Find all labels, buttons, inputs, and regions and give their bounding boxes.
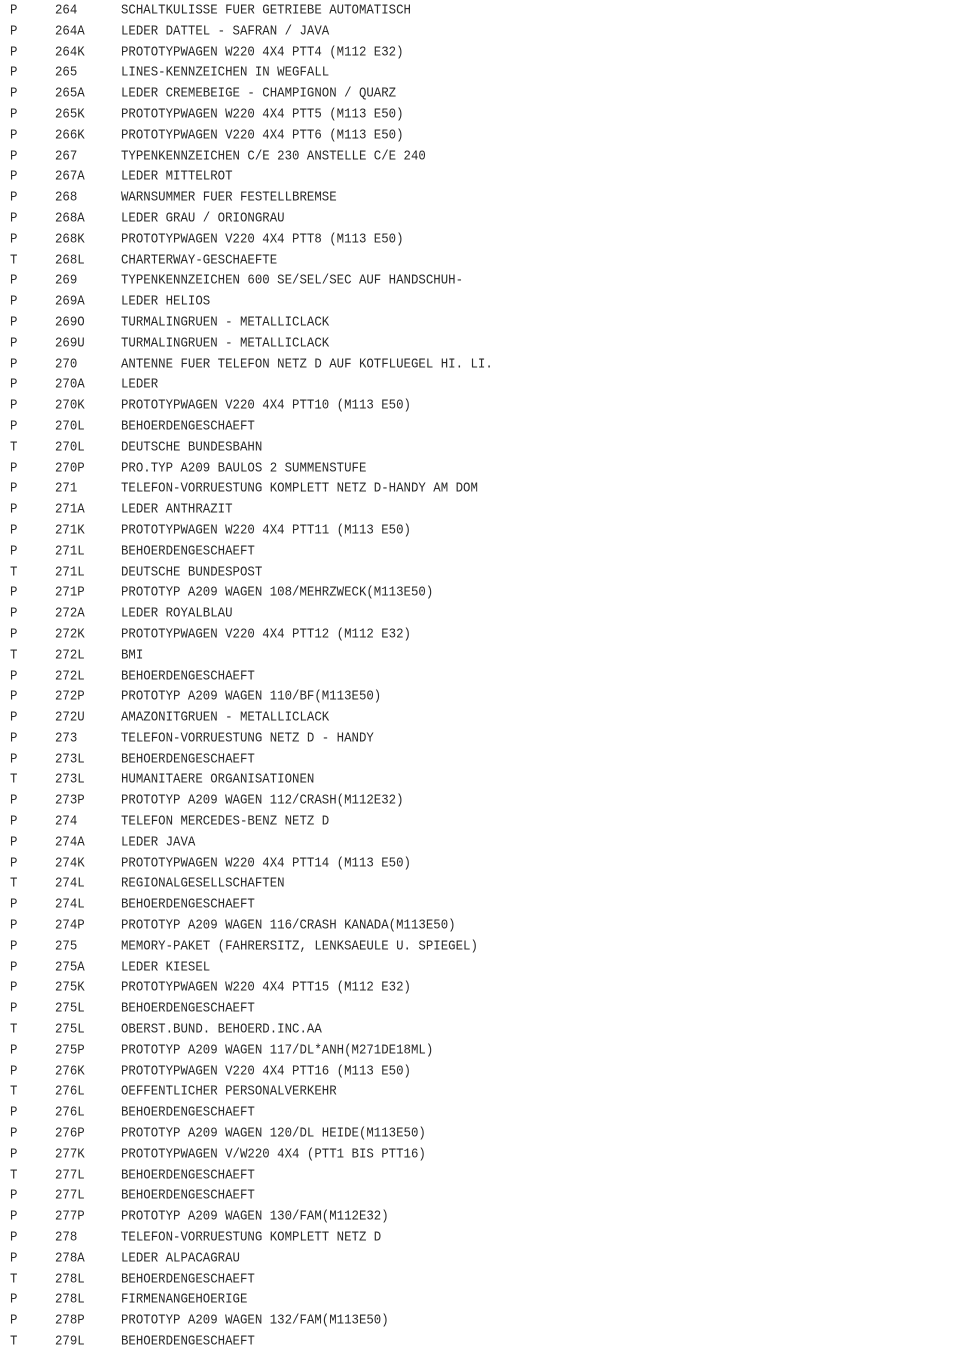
- row-code: 272P: [55, 688, 85, 705]
- row-type: P: [10, 522, 18, 538]
- list-item: [0, 686, 960, 707]
- row-desc: TELEFON-VORRUESTUNG KOMPLETT NETZ D: [121, 1229, 382, 1245]
- row-code: 269: [55, 272, 78, 289]
- list-item: [0, 769, 960, 790]
- row-desc: PROTOTYPWAGEN V220 4X4 PTT10 (M113 E50): [121, 397, 411, 413]
- list-item: [0, 1102, 960, 1123]
- list-item: [0, 957, 960, 978]
- list-item: [0, 104, 960, 125]
- row-code: 275P: [55, 1041, 85, 1058]
- row-type: P: [10, 1187, 18, 1204]
- row-type: P: [10, 106, 18, 122]
- row-type: P: [10, 605, 18, 621]
- list-item: [0, 707, 960, 728]
- row-desc: OEFFENTLICHER PERSONALVERKEHR: [121, 1083, 337, 1100]
- row-desc: PROTOTYPWAGEN W220 4X4 PTT5 (M113 E50): [121, 106, 404, 122]
- row-desc: PROTOTYPWAGEN W220 4X4 PTT14 (M113 E50): [121, 854, 411, 871]
- list-item: [0, 1019, 960, 1040]
- row-code: 269O: [55, 314, 85, 330]
- row-code: 272L: [55, 646, 85, 663]
- list-item: [0, 1185, 960, 1206]
- row-code: 265K: [55, 106, 85, 122]
- row-code: 264A: [55, 22, 85, 39]
- row-code: 270K: [55, 397, 85, 413]
- row-code: 270P: [55, 459, 85, 476]
- list-item: [0, 125, 960, 146]
- row-type: T: [10, 1270, 18, 1287]
- row-type: T: [10, 771, 18, 788]
- row-code: 268: [55, 189, 78, 205]
- row-code: 274: [55, 813, 78, 829]
- row-type: P: [10, 2, 18, 18]
- list-item: [0, 1248, 960, 1269]
- row-desc: PROTOTYPWAGEN V220 4X4 PTT16 (M113 E50): [121, 1062, 411, 1079]
- row-type: P: [10, 1208, 18, 1225]
- row-code: 271L: [55, 542, 85, 559]
- list-item: [0, 166, 960, 187]
- list-item: [0, 312, 960, 333]
- row-code: 267A: [55, 168, 85, 185]
- list-item: [0, 1206, 960, 1227]
- row-type: P: [10, 1125, 18, 1141]
- row-type: P: [10, 22, 18, 39]
- list-item: [0, 520, 960, 541]
- row-desc: TURMALINGRUEN - METALLICLACK: [121, 314, 330, 330]
- row-type: P: [10, 459, 18, 476]
- list-item: [0, 416, 960, 437]
- list-item: [0, 83, 960, 104]
- row-desc: DEUTSCHE BUNDESBAHN: [121, 438, 263, 455]
- row-code: 279L: [55, 1333, 85, 1349]
- row-desc: LEDER GRAU / ORIONGRAU: [121, 210, 285, 226]
- row-desc: AMAZONITGRUEN - METALLICLACK: [121, 709, 330, 725]
- row-type: P: [10, 792, 18, 809]
- row-code: 278A: [55, 1249, 85, 1266]
- row-type: T: [10, 1166, 18, 1183]
- row-code: 268L: [55, 251, 85, 268]
- list-item: [0, 873, 960, 894]
- row-type: P: [10, 126, 18, 143]
- list-item: [0, 728, 960, 749]
- row-code: 264K: [55, 43, 85, 60]
- row-desc: BEHOERDENGESCHAEFT: [121, 1333, 255, 1349]
- row-code: 266K: [55, 126, 85, 143]
- row-desc: SCHALTKULISSE FUER GETRIEBE AUTOMATISCH: [121, 2, 411, 18]
- row-type: P: [10, 542, 18, 559]
- row-desc: PROTOTYPWAGEN W220 4X4 PTT15 (M112 E32): [121, 979, 411, 996]
- row-desc: CHARTERWAY-GESCHAEFTE: [121, 251, 278, 268]
- list-item: [0, 1227, 960, 1248]
- list-item: [0, 478, 960, 499]
- row-code: 277P: [55, 1208, 85, 1225]
- row-desc: PRO.TYP A209 BAULOS 2 SUMMENSTUFE: [121, 459, 367, 476]
- row-desc: TYPENKENNZEICHEN C/E 230 ANSTELLE C/E 240: [121, 147, 426, 164]
- row-type: P: [10, 230, 18, 247]
- list-item: [0, 1331, 960, 1352]
- row-code: 274A: [55, 833, 85, 850]
- row-desc: PROTOTYP A209 WAGEN 130/FAM(M112E32): [121, 1208, 389, 1225]
- row-desc: LINES-KENNZEICHEN IN WEGFALL: [121, 64, 330, 81]
- row-type: P: [10, 418, 18, 434]
- row-desc: BEHOERDENGESCHAEFT: [121, 1104, 255, 1121]
- row-code: 277L: [55, 1187, 85, 1204]
- list-item: [0, 437, 960, 458]
- row-type: P: [10, 626, 18, 642]
- row-desc: PROTOTYP A209 WAGEN 132/FAM(M113E50): [121, 1312, 389, 1328]
- row-type: P: [10, 937, 18, 954]
- row-code: 275: [55, 937, 78, 954]
- list-item: [0, 666, 960, 687]
- row-code: 269U: [55, 334, 85, 351]
- row-desc: TURMALINGRUEN - METALLICLACK: [121, 334, 330, 351]
- row-desc: LEDER ROYALBLAU: [121, 605, 233, 621]
- row-type: P: [10, 1062, 18, 1079]
- row-type: P: [10, 355, 18, 372]
- row-type: P: [10, 1145, 18, 1162]
- row-type: P: [10, 584, 18, 601]
- row-code: 274P: [55, 917, 85, 933]
- row-type: P: [10, 85, 18, 101]
- row-type: T: [10, 646, 18, 663]
- row-code: 278L: [55, 1291, 85, 1308]
- row-type: P: [10, 813, 18, 829]
- list-item: [0, 62, 960, 83]
- row-type: P: [10, 917, 18, 933]
- row-type: P: [10, 1104, 18, 1121]
- row-desc: ANTENNE FUER TELEFON NETZ D AUF KOTFLUEGEL HI. LI.: [121, 355, 493, 372]
- row-type: P: [10, 896, 18, 913]
- list-item: [0, 42, 960, 63]
- row-desc: LEDER ANTHRAZIT: [121, 501, 233, 517]
- row-desc: PROTOTYPWAGEN V220 4X4 PTT8 (M113 E50): [121, 230, 404, 247]
- row-type: P: [10, 750, 18, 767]
- row-desc: PROTOTYP A209 WAGEN 110/BF(M113E50): [121, 688, 382, 705]
- row-desc: WARNSUMMER FUER FESTELLBREMSE: [121, 189, 337, 205]
- row-code: 268A: [55, 210, 85, 226]
- list-item: [0, 333, 960, 354]
- row-desc: LEDER MITTELROT: [121, 168, 233, 185]
- list-item: [0, 187, 960, 208]
- list-item: [0, 1081, 960, 1102]
- row-type: P: [10, 147, 18, 164]
- row-desc: LEDER ALPACAGRAU: [121, 1249, 240, 1266]
- list-item: [0, 499, 960, 520]
- row-type: P: [10, 1249, 18, 1266]
- row-type: P: [10, 376, 18, 393]
- row-code: 265: [55, 64, 78, 81]
- row-desc: BEHOERDENGESCHAEFT: [121, 1187, 255, 1204]
- list-item: [0, 811, 960, 832]
- row-desc: BEHOERDENGESCHAEFT: [121, 750, 255, 767]
- row-code: 270A: [55, 376, 85, 393]
- row-type: P: [10, 501, 18, 517]
- row-type: T: [10, 1333, 18, 1349]
- list-item: [0, 582, 960, 603]
- row-code: 273: [55, 730, 78, 746]
- row-code: 276K: [55, 1062, 85, 1079]
- row-code: 276L: [55, 1104, 85, 1121]
- row-code: 272L: [55, 667, 85, 684]
- row-code: 271K: [55, 522, 85, 538]
- row-code: 275L: [55, 1000, 85, 1017]
- row-type: T: [10, 563, 18, 580]
- row-code: 270: [55, 355, 78, 372]
- list-item: [0, 1165, 960, 1186]
- row-desc: BEHOERDENGESCHAEFT: [121, 896, 255, 913]
- row-type: T: [10, 438, 18, 455]
- row-desc: LEDER CREMEBEIGE - CHAMPIGNON / QUARZ: [121, 85, 397, 101]
- row-code: 265A: [55, 85, 85, 101]
- row-code: 278: [55, 1229, 78, 1245]
- row-type: T: [10, 1083, 18, 1100]
- row-desc: PROTOTYP A209 WAGEN 117/DL*ANH(M271DE18ML): [121, 1041, 434, 1058]
- row-code: 271A: [55, 501, 85, 517]
- list-item: [0, 0, 960, 21]
- row-code: 272K: [55, 626, 85, 642]
- row-desc: BEHOERDENGESCHAEFT: [121, 418, 255, 434]
- list-item: [0, 291, 960, 312]
- row-desc: TYPENKENNZEICHEN 600 SE/SEL/SEC AUF HANDSCHUH-: [121, 272, 464, 289]
- row-type: T: [10, 875, 18, 892]
- row-desc: REGIONALGESELLSCHAFTEN: [121, 875, 285, 892]
- row-desc: PROTOTYPWAGEN W220 4X4 PTT4 (M112 E32): [121, 43, 404, 60]
- list-item: [0, 562, 960, 583]
- row-desc: LEDER: [121, 376, 159, 393]
- row-type: P: [10, 833, 18, 850]
- row-desc: PROTOTYP A209 WAGEN 116/CRASH KANADA(M113E50): [121, 917, 456, 933]
- list-item: [0, 998, 960, 1019]
- row-type: P: [10, 397, 18, 413]
- list-item: [0, 270, 960, 291]
- row-type: P: [10, 272, 18, 289]
- row-type: P: [10, 730, 18, 746]
- row-desc: MEMORY-PAKET (FAHRERSITZ, LENKSAEULE U. SPIEGEL): [121, 937, 478, 954]
- row-type: P: [10, 168, 18, 185]
- row-desc: BEHOERDENGESCHAEFT: [121, 1166, 255, 1183]
- row-code: 276P: [55, 1125, 85, 1141]
- row-type: P: [10, 1000, 18, 1017]
- row-code: 272A: [55, 605, 85, 621]
- list-item: [0, 146, 960, 167]
- row-desc: PROTOTYPWAGEN V/W220 4X4 (PTT1 BIS PTT16): [121, 1145, 426, 1162]
- list-item: [0, 1269, 960, 1290]
- row-code: 276L: [55, 1083, 85, 1100]
- list-item: [0, 541, 960, 562]
- row-type: P: [10, 189, 18, 205]
- list-item: [0, 936, 960, 957]
- list-item: [0, 977, 960, 998]
- list-item: [0, 250, 960, 271]
- row-code: 270L: [55, 418, 85, 434]
- list-item: [0, 1123, 960, 1144]
- row-desc: PROTOTYPWAGEN W220 4X4 PTT11 (M113 E50): [121, 522, 411, 538]
- list-item: [0, 749, 960, 770]
- row-desc: BEHOERDENGESCHAEFT: [121, 1270, 255, 1287]
- row-code: 278P: [55, 1312, 85, 1328]
- list-item: [0, 1061, 960, 1082]
- row-desc: LEDER KIESEL: [121, 958, 211, 975]
- row-code: 264: [55, 2, 78, 18]
- list-item: [0, 894, 960, 915]
- row-type: P: [10, 334, 18, 351]
- row-code: 277L: [55, 1166, 85, 1183]
- row-desc: PROTOTYP A209 WAGEN 112/CRASH(M112E32): [121, 792, 404, 809]
- row-desc: PROTOTYP A209 WAGEN 108/MEHRZWECK(M113E50): [121, 584, 434, 601]
- row-type: P: [10, 1229, 18, 1245]
- row-desc: BEHOERDENGESCHAEFT: [121, 1000, 255, 1017]
- row-desc: TELEFON-VORRUESTUNG NETZ D - HANDY: [121, 730, 374, 746]
- list-item: [0, 624, 960, 645]
- row-code: 267: [55, 147, 78, 164]
- row-desc: PROTOTYP A209 WAGEN 120/DL HEIDE(M113E50): [121, 1125, 426, 1141]
- list-item: [0, 915, 960, 936]
- row-code: 273L: [55, 771, 85, 788]
- row-code: 275K: [55, 979, 85, 996]
- row-type: P: [10, 1312, 18, 1328]
- row-desc: HUMANITAERE ORGANISATIONEN: [121, 771, 315, 788]
- row-type: P: [10, 1041, 18, 1058]
- row-type: P: [10, 709, 18, 725]
- row-code: 274L: [55, 896, 85, 913]
- row-code: 275L: [55, 1021, 85, 1037]
- row-type: P: [10, 64, 18, 81]
- row-desc: BMI: [121, 646, 144, 663]
- list-item: [0, 1310, 960, 1331]
- row-type: T: [10, 251, 18, 268]
- row-desc: BEHOERDENGESCHAEFT: [121, 542, 255, 559]
- row-desc: TELEFON MERCEDES-BENZ NETZ D: [121, 813, 330, 829]
- list-item: [0, 395, 960, 416]
- list-item: [0, 853, 960, 874]
- row-desc: LEDER JAVA: [121, 833, 196, 850]
- list-item: [0, 1289, 960, 1310]
- row-desc: PROTOTYPWAGEN V220 4X4 PTT12 (M112 E32): [121, 626, 411, 642]
- row-code: 273L: [55, 750, 85, 767]
- row-type: P: [10, 43, 18, 60]
- row-type: P: [10, 293, 18, 309]
- row-desc: PROTOTYPWAGEN V220 4X4 PTT6 (M113 E50): [121, 126, 404, 143]
- row-code: 271: [55, 480, 78, 497]
- row-type: T: [10, 1021, 18, 1037]
- row-code: 273P: [55, 792, 85, 809]
- row-code: 271P: [55, 584, 85, 601]
- row-code: 274L: [55, 875, 85, 892]
- row-code: 277K: [55, 1145, 85, 1162]
- list-item: [0, 208, 960, 229]
- row-code: 269A: [55, 293, 85, 309]
- row-desc: FIRMENANGEHOERIGE: [121, 1291, 248, 1308]
- list-item: [0, 645, 960, 666]
- list-item: [0, 374, 960, 395]
- row-desc: BEHOERDENGESCHAEFT: [121, 667, 255, 684]
- list-item: [0, 458, 960, 479]
- row-desc: LEDER HELIOS: [121, 293, 211, 309]
- list-item: [0, 21, 960, 42]
- row-desc: DEUTSCHE BUNDESPOST: [121, 563, 263, 580]
- list-item: [0, 1040, 960, 1061]
- row-type: P: [10, 854, 18, 871]
- row-code: 278L: [55, 1270, 85, 1287]
- list-item: [0, 790, 960, 811]
- row-desc: LEDER DATTEL - SAFRAN / JAVA: [121, 22, 330, 39]
- list-item: [0, 354, 960, 375]
- row-type: P: [10, 688, 18, 705]
- row-type: P: [10, 210, 18, 226]
- row-code: 270L: [55, 438, 85, 455]
- list-item: [0, 1144, 960, 1165]
- row-code: 274K: [55, 854, 85, 871]
- list-item: [0, 832, 960, 853]
- list-item: [0, 603, 960, 624]
- row-desc: OBERST.BUND. BEHOERD.INC.AA: [121, 1021, 322, 1037]
- row-type: P: [10, 314, 18, 330]
- row-type: P: [10, 958, 18, 975]
- row-type: P: [10, 1291, 18, 1308]
- row-code: 268K: [55, 230, 85, 247]
- row-type: P: [10, 667, 18, 684]
- list-item: [0, 229, 960, 250]
- row-code: 272U: [55, 709, 85, 725]
- row-code: 271L: [55, 563, 85, 580]
- row-type: P: [10, 480, 18, 497]
- row-code: 275A: [55, 958, 85, 975]
- row-type: P: [10, 979, 18, 996]
- row-desc: TELEFON-VORRUESTUNG KOMPLETT NETZ D-HANDY AM DOM: [121, 480, 478, 497]
